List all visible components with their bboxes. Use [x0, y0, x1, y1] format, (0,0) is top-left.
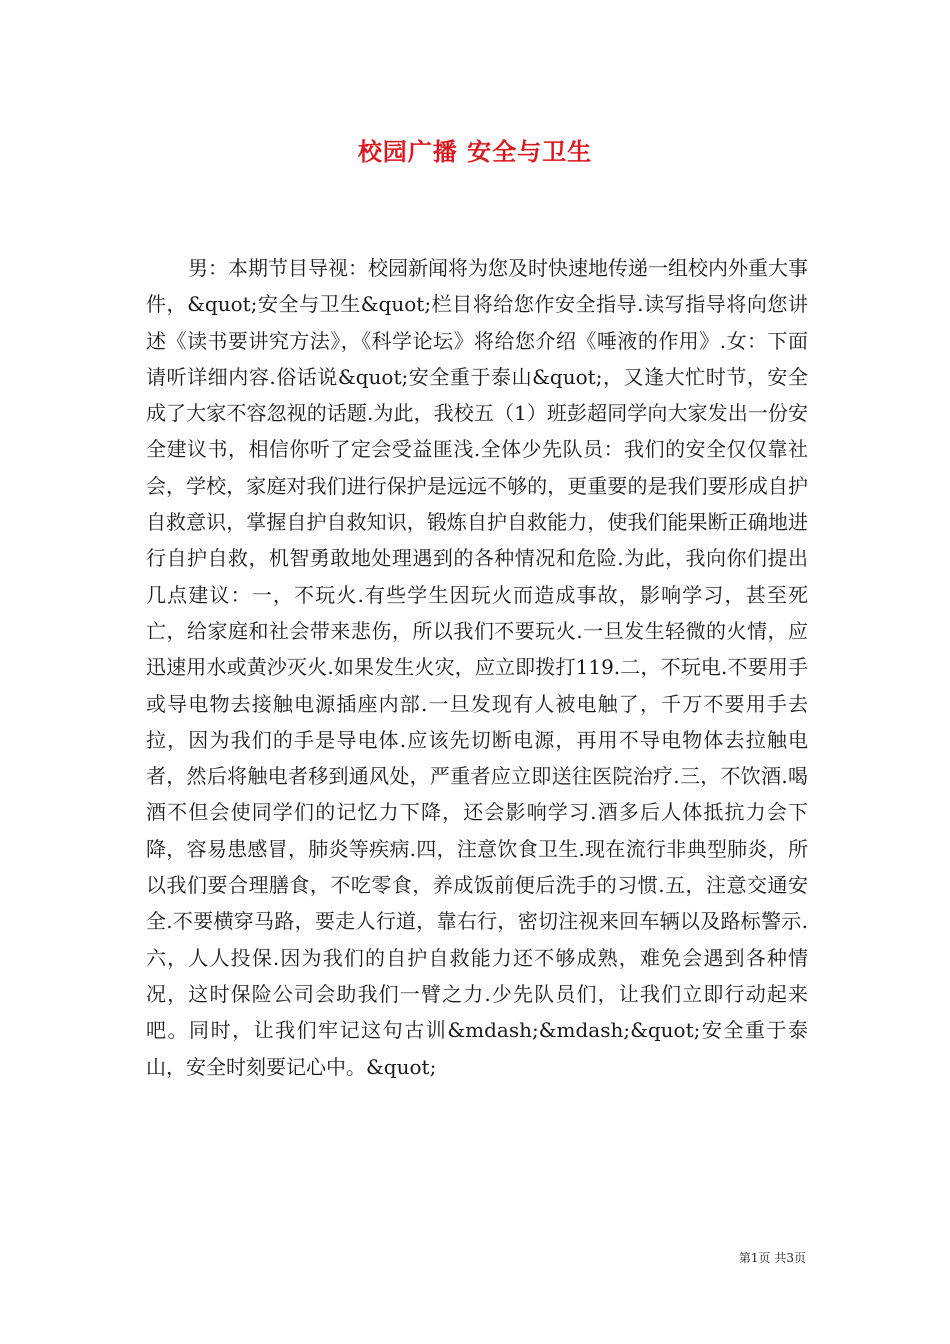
page-title: 校园广播 安全与卫生 — [357, 137, 593, 166]
page-number: 第1页 共3页 — [738, 1251, 806, 1265]
body-paragraph: 男：本期节目导视：校园新闻将为您及时快速地传递一组校内外重大事件，&quot;安全与卫生&quot;栏目将给您作安全指导.读写指导将向您讲述《读书要讲究方法》，《科学论坛》将给您介绍《唾液的作用》.女：下面请听详细内容.俗话说&quot;安全重于泰山&quot;，又逢大忙时节，安全成了大家不容忽视的话题.为此，我校五（1）班彭超同学向大家发出一份安全建议书，相信你听了定会受益匪浅.全体少先队员：我们的安全仅仅靠社会，学校，家庭对我们进行保护是远远不够的，更重要的是我们要形成自护自救意识，掌握自护自救知识，锻炼自护自救能力，使我们能果断正确地进行自护自救，机智勇敢地处理遇到的各种情况和危险.为此，我向你们提出几点建议：一，不玩火.有些学生因玩火而造成事故，影响学习，甚至死亡，给家庭和社会带来悲伤，所以我们不要玩火.一旦发生轻微的火情，应迅速用水或黄沙灭火.如果发生火灾，应立即拨打119.二，不玩电.不要用手或导电物去接触电源插座内部.一旦发现有人被电触了，千万不要用手去拉，因为我们的手是导电体.应该先切断电源，再用不导电物体去拉触电者，然后将触电者移到通风处，严重者应立即送往医院治疗.三，不饮酒.喝酒不但会使同学们的记忆力下降，还会影响学习.酒多后人体抵抗力会下降，容易患感冒，肺炎等疾病.四，注意饮食卫生.现在流行非典型肺炎，所以我们要合理膳食，不吃零食，养成饭前便后洗手的习惯.五，注意交通安全.不要横穿马路，要走人行道，靠右行，密切注视来回车辆以及路标警示.六，人人投保.因为我们的自护自救能力还不够成熟，难免会遇到各种情况，这时保险公司会助我们一臂之力.少先队员们，让我们立即行动起来吧。同时，让我们牢记这句古训&mdash;&mdash;&quot;安全重于泰山，安全时刻要记心中。&quot; — [146, 256, 808, 1079]
